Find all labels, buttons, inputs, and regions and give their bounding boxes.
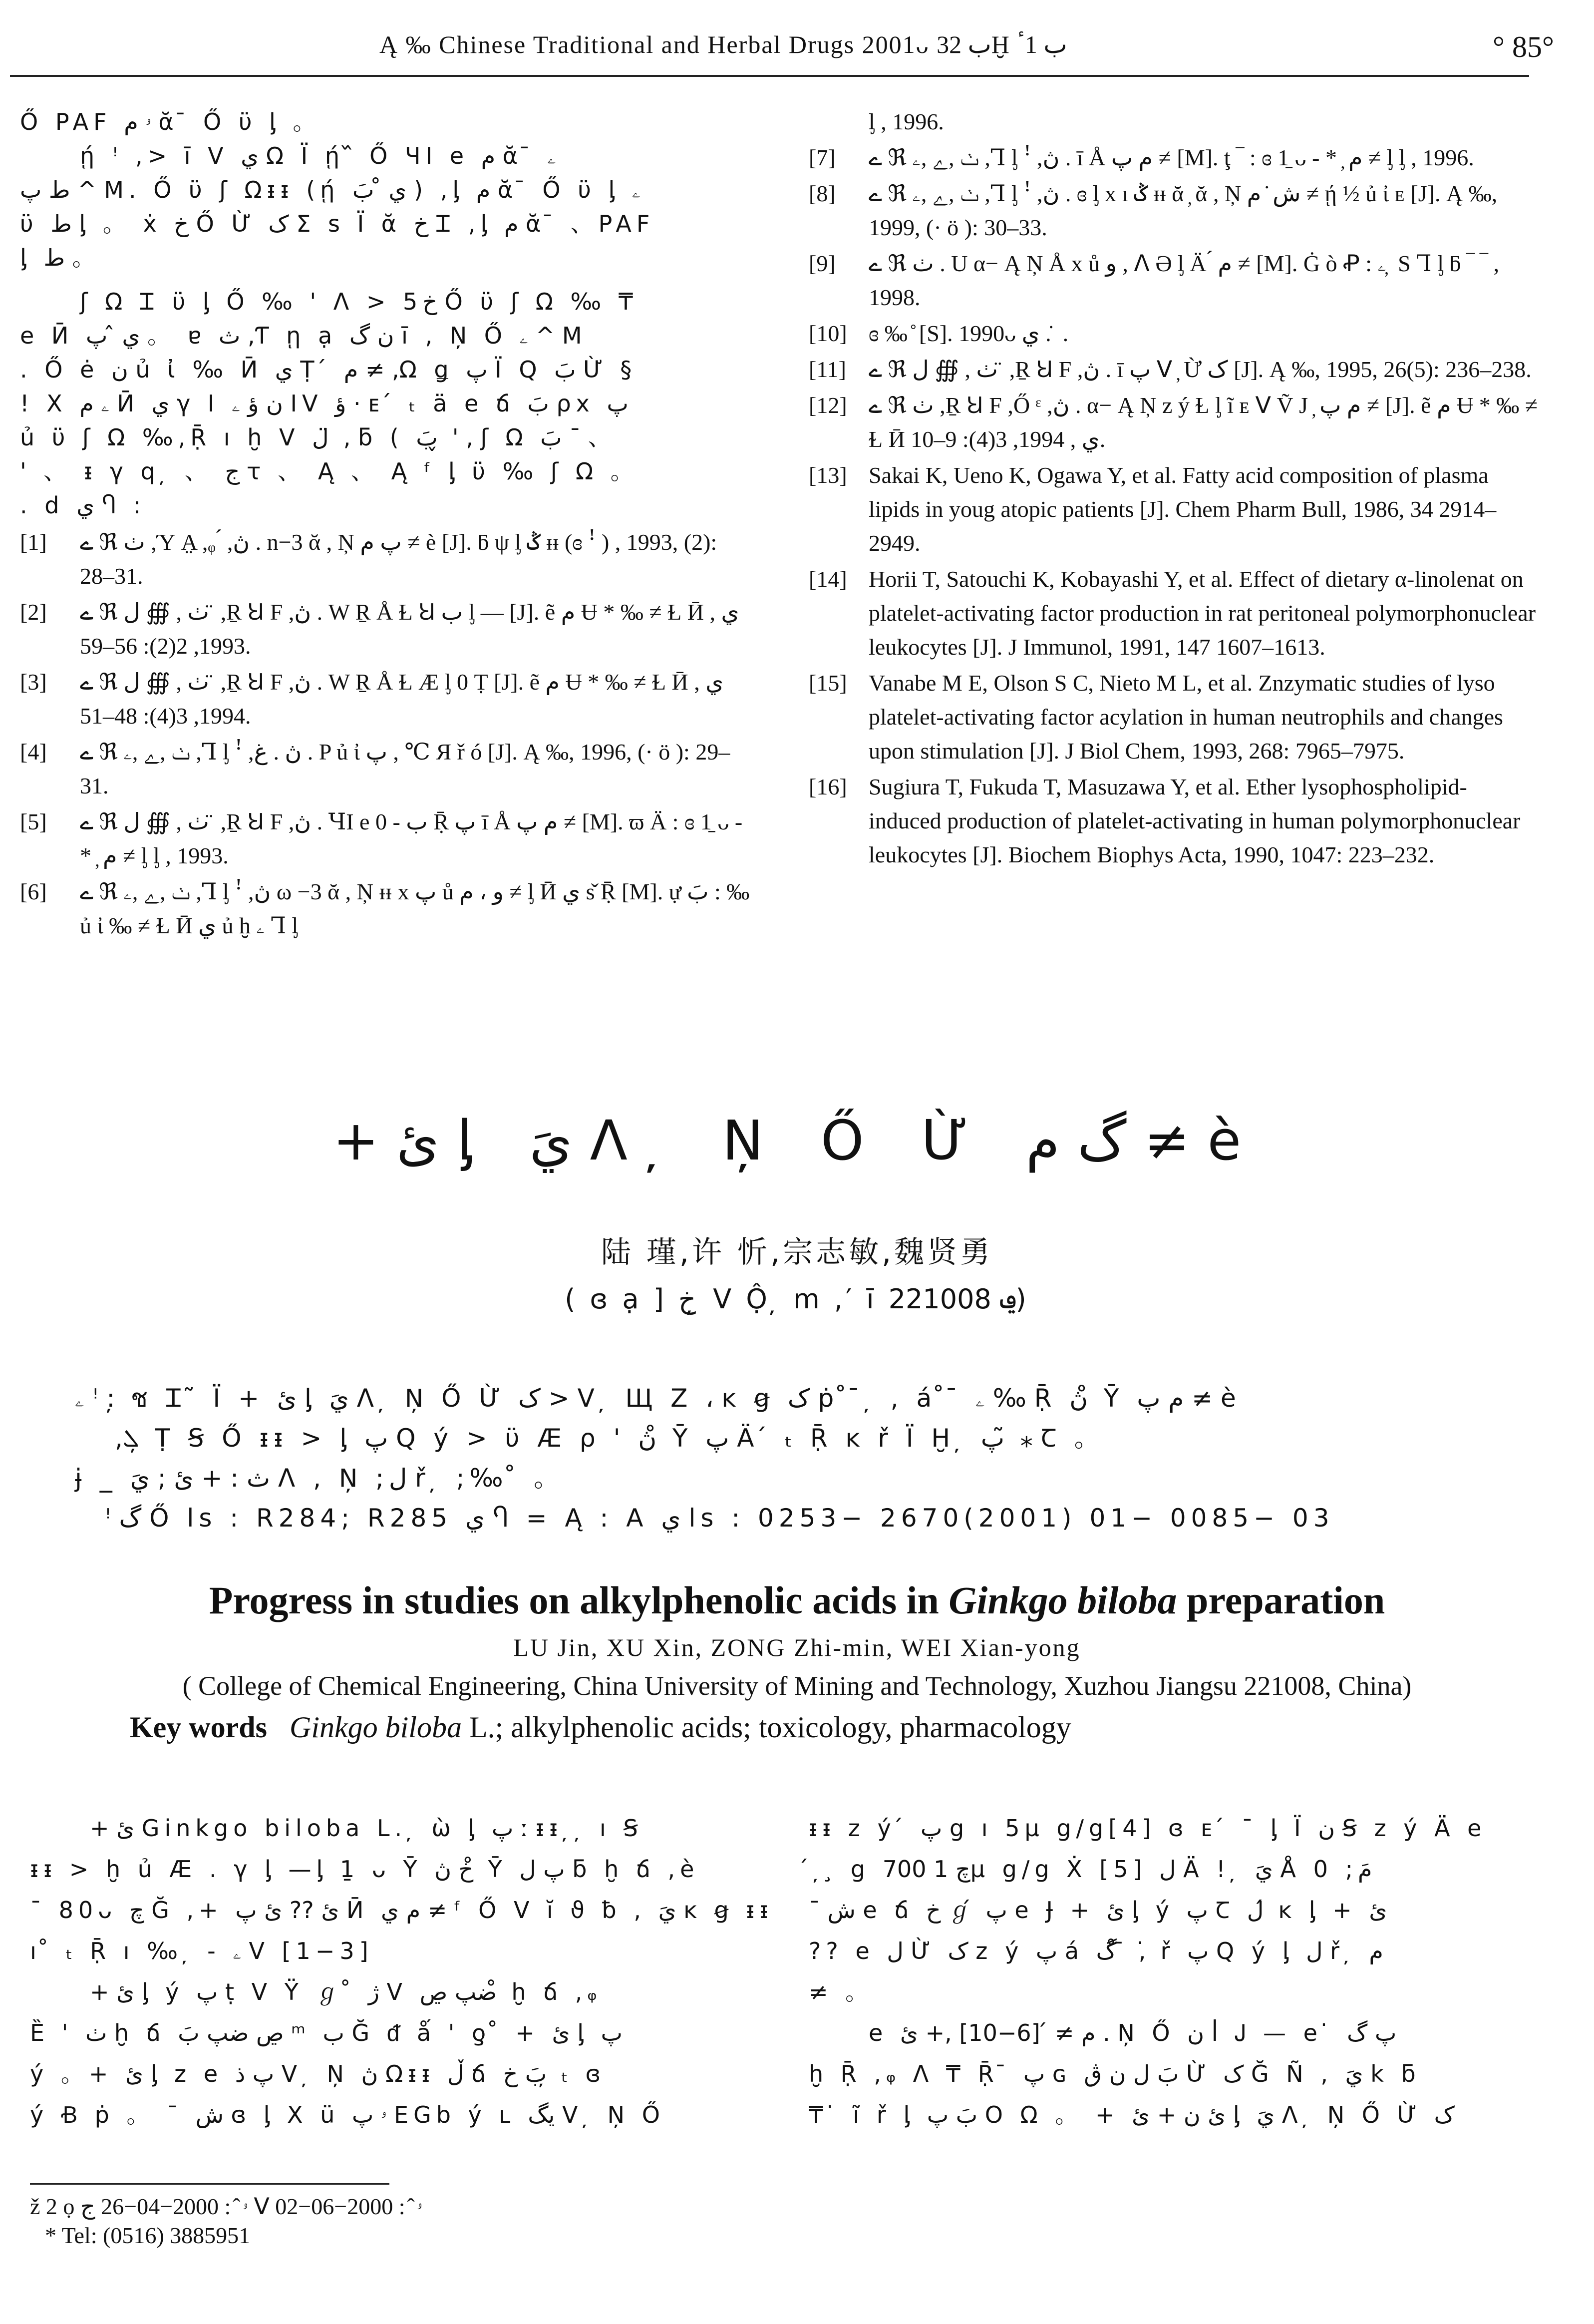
reference-item — [809, 562, 1538, 664]
reference-number: [1] — [20, 529, 47, 555]
keywords-en — [130, 1710, 1528, 1745]
body-line: ý Ꞗ ṗ 。 ˉ ش ɞ ᶅ X ü ۥ پ EGb ý ʟ يگ ᐯ ̦ Ņ Ő — [30, 2101, 665, 2128]
received-date-footnote: ž 2 ọ ۥ ̂ : 2000−04−26 ج ᐯ ۥ ̂ : 2000−06−02 — [30, 2194, 422, 2219]
reference-item — [809, 388, 1538, 456]
reference-item — [809, 177, 1538, 245]
reference-item — [20, 875, 754, 943]
keywords-label: Key words — [130, 1711, 267, 1744]
reference-item — [809, 141, 1538, 175]
footnote-rule — [30, 2183, 389, 2185]
article-title-en — [0, 1578, 1594, 1623]
reference-item — [809, 247, 1538, 315]
body-line: . Ő ė ن ủ ἰ ‰ Ӣ ي Ṭ ́ م ≠ ,Ω ǥ پ Ϊ Q بَ Ừ § — [20, 356, 637, 383]
reference-text: ے ℜ ٺ , ∰ ل ̈ ,Ṟ Ꞟ F ,ڽ . ꞍI e ب - 0 Ṝ پ ī Å م پ ≠ [M]. ϖ Ä : ɞ 1̱ ᴗ - * ̦ م ≠ ᶅ ᶅ , 1993. — [80, 809, 743, 868]
body-line: ́ ̦ ̧ g چ 1 700μ g/g Ẋ [5] ل Ä ! ̦ يَ Å 0 ;مَ — [809, 1856, 1372, 1883]
left-column-top — [20, 105, 754, 945]
right-column-top — [809, 105, 1538, 874]
reference-item — [20, 665, 754, 733]
reference-item — [20, 735, 754, 803]
body-line: ᵻᵻ z ý ́ پ g ı 5μ g/g[4] ɞ ᴇ ́ ˉ ᶅ Ï ن Ꞩ z ý Ä e — [809, 1815, 1487, 1842]
body-line: ≠ 。 — [809, 1978, 874, 2005]
reference-text: ے ℜ ٺ ,ے ,ۦ ,Ꞁ ᶅ ꜝ ,ڽ . غ . P ủ ἰ پ , ℃ Я ř ó [J]. Ą ‰, 1996, (· ö ): 29–31. — [80, 739, 730, 798]
reference-number: [15] — [809, 670, 847, 696]
body-line: + ئ Ginkgo biloba L. ̦ ὼ ᶅ پ ː ᵻᵻ ̦ ̦ ı Ꞩ — [90, 1815, 643, 1842]
running-header — [0, 30, 1594, 80]
reference-item — [809, 666, 1538, 768]
reference-item — [809, 105, 1538, 139]
keywords-list: L.; alkylphenolic acids; toxicology, pharmacology — [461, 1711, 1071, 1744]
left-paragraph-block — [20, 105, 754, 522]
authors-en: LU Jin, XU Xin, ZONG Zhi-min, WEI Xian-yong — [513, 1633, 1081, 1661]
body-line: ₸ ̇ ĩ ř ᶅ بَ پ O Ω 。 + ئ ن + ئ ᶅ يَ ᐱ ̦ Ņ Ő Ừ ک — [809, 2101, 1455, 2128]
reference-number: [2] — [20, 599, 47, 625]
page-number: ° 85° — [1493, 30, 1554, 63]
title-en-species: Ginkgo biloba — [949, 1578, 1177, 1622]
body-line: ý 。+ ئ ᶅ z e پ ذ ᐯ ̦ Ņ ڽ Ωᵻᵻ ڵ ճ بَ خ ̦ ₜ ɞ — [30, 2060, 606, 2087]
body-line: ᶅ ط 。 — [20, 244, 100, 271]
footnotes — [30, 2192, 422, 2250]
reference-text: ے ℜ ٺ ,Ṟ Ꞟ F ,Ő ᵋ ,ڽ . α− Ą Ņ z ý Ɫ ᶅ ĩ ᴇ ᐯ Ṽ J ̦ م پ ≠ [J]. ẽ م Ʉ * ‰ ≠ Ɫ Ӣ ي , 1994, 3(4): 9–10. — [869, 392, 1538, 452]
contact-footnote: * Tel: (0516) 3885951 — [45, 2223, 251, 2248]
body-line: ϋ ط ᶅ 。 ẋ خ Ő Ừ ک Σ ѕ Ϊ ᾰ خ Ꮖ ,ᶅ م ᾰ ̄ 、PAF — [20, 210, 655, 237]
reference-item — [20, 595, 754, 663]
reference-number: [3] — [20, 669, 47, 695]
body-line: ủ ϋ ʃ Ω ‰,Ṝ ı ḫ ᐯ ل ̈ , ƃ ( بَ ̬ ' , ʃ Ω بَ ˉ 、 — [20, 424, 616, 451]
title-en-text: preparation — [1177, 1578, 1385, 1622]
body-line: ! X ۦ م Ӣ ي γ Ι ن ؤ ۦ IV ؤ · ᴇ ́ ₜ ä e ճ بَ ρx پ — [20, 390, 629, 417]
body-line: ı ̊ ₜ Ṝ ı ‰ ̦ - ۦ ᐯ [1−3] — [30, 1937, 373, 1964]
journal-header: Ą ‰ Chinese Traditional and Herbal Drugs 2001ᴗ ب 32Ḫ ب 1ٴ — [379, 30, 1067, 58]
reference-text: ے ℜ ٺ ,ے ,ۦ ,Ꞁ ᶅ ꜝ ,ڽ . ī Å م پ ≠ [M]. ţ ‾ : ɞ 1̱ ᴗ - * ̦ م ≠ ᶅ ᶅ , 1996. — [869, 145, 1474, 170]
reference-number: [14] — [809, 566, 847, 592]
body-line: ˉ ش e ճ خ ℊ ́ پ e Ɉ + ئ ᶅ ý پ Ꞇ ل ́ ĸ ᶅ + ئ — [809, 1897, 1387, 1924]
reference-text: Horii T, Satouchi K, Kobayashi Y, et al. Effect of dietary α-linolenat on platelet-activating factor production in rat peritoneal polymorphonuclear leukocytes [J]. J Immunol, 1991, 147 1607–1613. — [869, 566, 1536, 660]
keywords-cn: ɉ _ ث : + ئ ; يَ ᐱ , Ņ ;ل ř ̦ ;‰ ̊ 。 — [75, 1464, 564, 1493]
body-column-left — [30, 1808, 773, 2135]
body-line: ط پ ^ M. Ő ϋ ʃ Ωᵻᵻ (ῄ ي ̊ بَ ) ,ᶅ م ᾰ ̄ Ő ϋ ᶅ ۦ — [20, 176, 641, 203]
reference-number: [6] — [20, 879, 47, 904]
reference-text: ے ℜ ٺ , ∰ ل ̈ ,Ṟ Ꞟ F ,ڽ . W Ṟ Å Ɫ Ꞟ ب ᶅ — [J]. ẽ م Ʉ * ‰ ≠ Ɫ Ӣ ي , 1993, 2(2): 56–59. — [80, 599, 739, 659]
reference-text: ے ℜ ٺ . U α− Ą Ņ Å x ů و , ᐱ Ə ᶅ Ä ́ م ≠ [M]. Ġ ò Ꝓ : ۦ ̦ S Ꞁ ᶅ ƃ ‾ ‾ , 1998. — [869, 251, 1500, 310]
body-line: ḫ Ṝ ,ᵩ ᐱ ₸ Ṝ ̄ پ ɢ بَ ل ن ڨ Ừ ک Ğ Ñ , يَ k ƃ — [809, 2060, 1421, 2087]
reference-text: Sakai K, Ueno K, Ogawa Y, et al. Fatty acid composition of plasma lipids in youg atopic patients [J]. Chem Pharm Bull, 1986, 34 2914–2949. — [869, 462, 1497, 556]
reference-item — [809, 317, 1538, 351]
body-line: ?? e ل Ừ ک z ý پ á گ ̊ ̄ , ̇ ř پ Q ý ᶅ ل ř ̦ م — [809, 1937, 1383, 1964]
reference-number: [4] — [20, 739, 47, 765]
reference-text: ے ℜ ٺ ,Ύ A̤ ,ᵩ ́ ,ڽ . n−3 ᾰ , Ņ پ م ≠ è [J]. ƃ ψ ᶅ ݣ ᵻᵻ (ɞ ꜝ ) , 1993, (2): 28–31. — [80, 529, 717, 589]
reference-number: [9] — [809, 251, 836, 276]
reference-text: ے ℜ ٺ ,ے ,ۦ ,Ꞁ ᶅ ꜝ ,ڽ . ɞ ᶅ x ı ݣ ᵻᵻ ᾰ ̦ ᾰ , Ņ ش ̇ م ≠ ῄ ½ ủ ἰ ᴇ [J]. Ą ‰, 1999, (· ö ): 30–33. — [869, 181, 1498, 240]
body-line: + ئ ᶅ ý پ ṭ ᐯ Ÿ ℊ ̊ ژ ᐯ ضپ ڝ ̊ ḫ ճ ,ᵩ — [90, 1978, 602, 2005]
abstract-cn — [75, 1378, 1523, 1538]
reference-item — [809, 353, 1538, 387]
keywords-species: Ginkgo biloba — [289, 1711, 462, 1744]
header-rule — [10, 75, 1529, 77]
reference-number: [12] — [809, 392, 847, 418]
references-heading: . d ي Ⴄ : — [20, 492, 146, 519]
abstract-line: ,ܠ ̦ Ṭ Ꞩ Ő ᵻᵻ > ᶅ پ Q ý > ϋ Æ ρ ' ڽ ̊ Ῡ پ Ä ́ ₜ Ṝ ĸ ř Ϊ Ḫ ̦ پ ̃ ⁎ Ꞇ 。 — [115, 1424, 1104, 1453]
reference-item — [809, 770, 1538, 872]
title-en-text: Progress in studies on alkylphenolic acids in — [209, 1578, 949, 1622]
reference-number: [10] — [809, 321, 847, 346]
abstract-line: ۦ ꜝ : ̦ ช Ꮖ ̃ Ϊ + ئ ᶅ يَ ᐱ ̦ Ņ Ő Ừ ک > ᐯ ̦ Щ Ζ ، ĸ ꞡ ک ṗ ̊ ̄ ̦ , á ̊ ̄ ۦ ‰ Ṝ ڽ ̊ Ῡ م پ ≠ è — [75, 1384, 1241, 1413]
reference-text: ɞ ‰ ̊ [S]. 1990ᴗ ي . ̇ . — [869, 321, 1069, 346]
reference-text: ے ℜ ٺ , ∰ ل ̈ ,Ṟ Ꞟ F ,ڽ . W Ṟ Å Ɫ Æ ᶅ 0 Ṭ [J]. ẽ م Ʉ * ‰ ≠ Ɫ Ӣ ي , 1994, 3(4): 48–51. — [80, 669, 724, 729]
authors-cn: 陆 瑾,许 忻,宗志敏,魏贤勇 — [601, 1235, 993, 1270]
reference-number: [7] — [809, 145, 836, 170]
reference-text: ے ℜ ٺ , ∰ ل ̈ ,Ṟ Ꞟ F ,ڽ . ī پ ᐯ ̦ Ừ ک [J]. Ą ‰, 1995, 26(5): 236–238. — [869, 357, 1532, 382]
reference-number: [13] — [809, 462, 847, 488]
reference-text: Vanabe M E, Olson S C, Nieto M L, et al. Znzymatic studies of lyso platelet-activating factor acylation in human neutrophils and changes upon stimulation [J]. J Biol Chem, 1993, 268: 7965–7975. — [869, 670, 1503, 764]
reference-number: [8] — [809, 181, 836, 206]
reference-text: ے ℜ ٺ ,ے ,ۦ ,Ꞁ ᶅ ꜝ ,ڽ ω −3 ᾰ , Ņ ᵻᵻ x پ ů و ، م ≠ ᶅ Ӣ ي ѕ̌ Ṝ [M]. ự بَ : ‰ ủ ἰ ‰ ≠ Ɫ Ӣ ي ủ ḫ ۦ Ꞁ ᶅ — [80, 879, 750, 938]
body-line: ᵻᵻ > ḫ ủ Æ . γ ᶅ —ᶅ 1̱ ᴗ Ῡ خ ڽ ̊ Ῡ پ ل ƃ ḫ ճ ,è — [30, 1856, 699, 1883]
body-line: ˉ 80ᴗ چ Ğ ,+ ئ ?? ئ پ Ӣ م ي ≠ ᶠ Ő ᐯ ĭ ϑ ƀ , يَ ĸ ꞡ ᵻᵻ — [30, 1897, 773, 1924]
reference-text: Sugiura T, Fukuda T, Masuzawa Y, et al. Ether lysophospholipid-induced production of platelet-activating in human polymorphonuclear leukocytes [J]. Biochem Biophys Acta, 1990, 1047: 223–232. — [869, 774, 1521, 867]
body-line: e م ≠ ́ [6−10] ,+ ئ . Ņ Ő ن ꟾ Ꭻ — e ̇ پ گ — [869, 2019, 1397, 2046]
reference-number: [11] — [809, 357, 846, 382]
classification-line: ꜝ گ Ő ls : R284; R285 ي Ⴄ = Ą : A ي ls : 0253− 2670(2001) 01− 0085− 03 — [105, 1504, 1334, 1533]
body-line: Ő PAF ۥ م ᾰ ̄ Ő ϋ ᶅ 。 — [20, 108, 321, 135]
body-column-right — [809, 1808, 1538, 2135]
body-line: ῄ ꜝ ,> ī ᐯ ي Ω Ϊ ῄ ᷈ Ő ꞍI e م ᾰ ̄ ۦ — [80, 142, 556, 169]
affiliation-en: ( College of Chemical Engineering, China University of Mining and Technology, Xuzhou Jiangsu 221008, China) — [182, 1671, 1412, 1701]
article-title-cn: + ئ ᶅ يَ ᐱ ̦ Ņ Ő Ừ گ م ≠ è — [332, 1109, 1262, 1172]
affiliation-cn: ( ɞ ạ ] خ ̦ ᐯ Ộ ̦ m ,′ ī ݠ 221008) — [565, 1283, 1029, 1315]
reference-item — [20, 525, 754, 593]
reference-number: [16] — [809, 774, 847, 799]
reference-text: ᶅ , 1996. — [869, 109, 944, 134]
reference-list-left — [20, 525, 754, 943]
body-line: e Ӣ ي ̂ پ 。 ɐ ث ,Ƭ ῃ ạ ن گ ī , Ņ Ő ۦ ^ M — [20, 322, 587, 349]
reference-item — [809, 458, 1538, 560]
reference-item — [20, 805, 754, 873]
reference-number: [5] — [20, 809, 47, 834]
body-line: ʃ Ω Ꮖ ϋ ᶅ Ő ‰ ꞌ ᐱ > 5خ Ő ϋ ʃ Ω ‰ ₸ — [80, 288, 638, 315]
body-line: Ȅ ' ٺ ḫ ճ ڝ ضپ بَ ᵐ ب Ğ ᵭ ǻ ' ƍ ̊ + ئ ᶅ پ — [30, 2019, 623, 2046]
body-line: ' 、 ᵻ γ q ̦ 、 ج ꚍ 、 Ą 、 Ą ᶠ ᶅ ϋ ‰ ʃ Ω 。 — [20, 458, 638, 485]
